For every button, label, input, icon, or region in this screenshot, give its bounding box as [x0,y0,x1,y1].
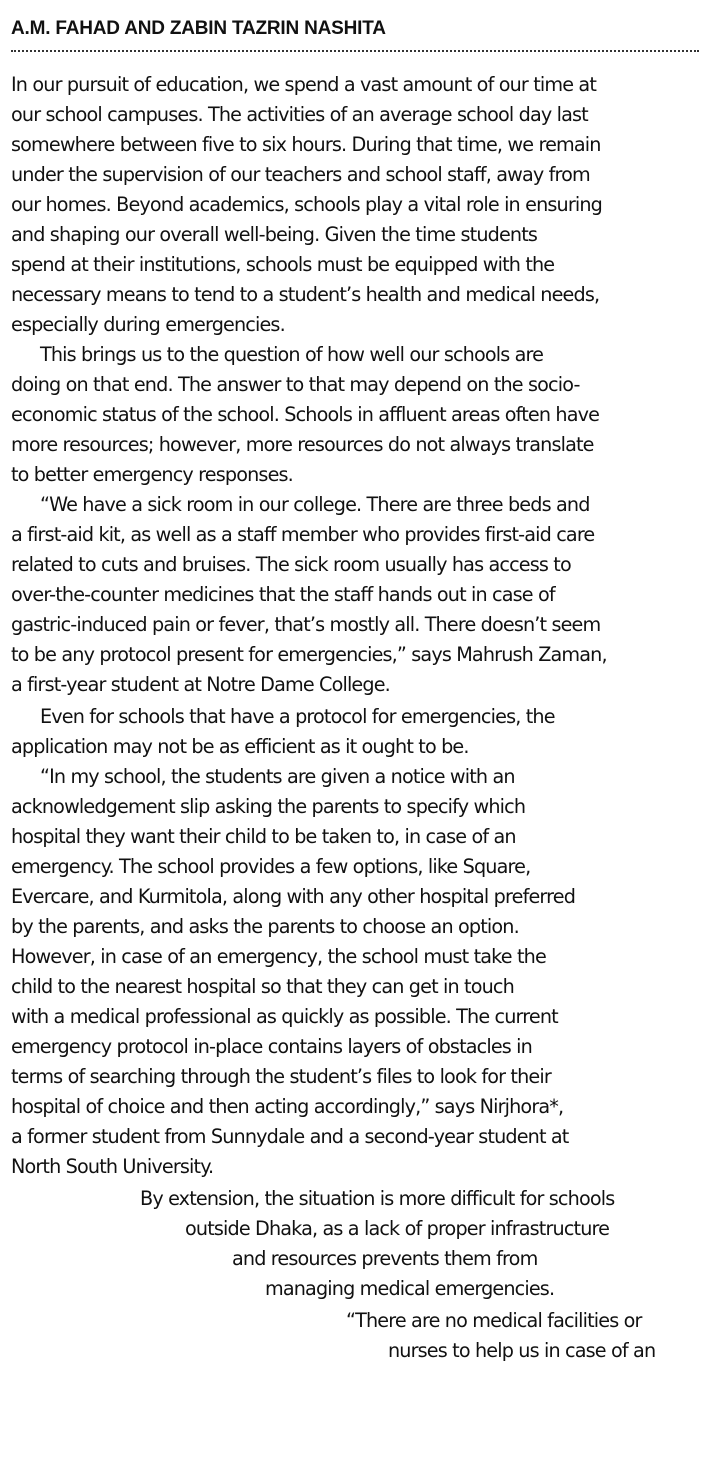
text-line: and shaping our overall well-being. Given the time students [11,223,538,246]
paragraph-start-line: “In my school, the students are given a notice with an [40,765,515,788]
text-line: acknowledgement slip asking the parents to specify which [11,795,526,818]
wrap-around-line: managing medical emergencies. [265,1277,555,1300]
text-line: to be any protocol present for emergencies,” says Mahrush Zaman, [11,643,607,666]
text-line: our school campuses. The activities of an average school day last [11,103,588,126]
text-line: In our pursuit of education, we spend a vast amount of our time at [11,73,596,96]
text-line: economic status of the school. Schools in affluent areas often have [11,403,600,426]
text-line: emergency. The school provides a few options, like Square, [11,855,531,878]
text-line: a first-aid kit, as well as a staff member who provides first-aid care [11,523,595,546]
text-line: Evercare, and Kurmitola, along with any other hospital preferred [11,885,576,908]
text-line: over-the-counter medicines that the staff hands out in case of [11,583,555,606]
text-line: emergency protocol in-place contains layers of obstacles in [11,1035,532,1058]
paragraph-start-line: This brings us to the question of how well our schools are [40,343,544,366]
wrap-around-line: and resources prevents them from [232,1247,538,1270]
text-line: with a medical professional as quickly as possible. The current [11,1005,558,1028]
text-line: related to cuts and bruises. The sick room usually has access to [11,553,571,576]
byline: A.M. FAHAD AND ZABIN TAZRIN NASHITA [11,18,386,39]
text-line: However, in case of an emergency, the school must take the [11,945,546,968]
text-line: spend at their institutions, schools must be equipped with the [11,253,555,276]
paragraph-start-line: Even for schools that have a protocol for emergencies, the [40,705,555,728]
text-line: child to the nearest hospital so that they can get in touch [11,975,514,998]
text-line: a former student from Sunnydale and a second-year student at [11,1125,569,1148]
wrap-around-line: “There are no medical facilities or [346,1309,642,1332]
text-line: a first-year student at Notre Dame College. [11,673,390,696]
text-line: hospital of choice and then acting accordingly,” says Nirjhora*, [11,1095,564,1118]
text-line: somewhere between five to six hours. During that time, we remain [11,133,601,156]
text-line: gastric-induced pain or fever, that’s mostly all. There doesn’t seem [11,613,601,636]
text-line: to better emergency responses. [11,463,293,486]
text-line: doing on that end. The answer to that may depend on the socio- [11,373,580,396]
text-line: our homes. Beyond academics, schools play a vital role in ensuring [11,193,603,216]
text-line: especially during emergencies. [11,313,285,336]
text-line: hospital they want their child to be taken to, in case of an [11,825,516,848]
wrap-around-line: By extension, the situation is more difficult for schools [140,1187,615,1210]
dotted-rule [11,50,699,52]
paragraph-start-line: “We have a sick room in our college. There are three beds and [40,493,590,516]
text-line: terms of searching through the student’s files to look for their [11,1065,551,1088]
text-line: application may not be as efficient as it ought to be. [11,735,469,758]
text-line: by the parents, and asks the parents to choose an option. [11,915,519,938]
text-line: under the supervision of our teachers and school staff, away from [11,163,590,186]
wrap-around-line: nurses to help us in case of an [388,1339,656,1362]
text-line: more resources; however, more resources do not always translate [11,433,594,456]
wrap-around-line: outside Dhaka, as a lack of proper infrastructure [185,1217,610,1240]
text-line: necessary means to tend to a student’s health and medical needs, [11,283,600,306]
text-line: North South University. [11,1155,214,1178]
